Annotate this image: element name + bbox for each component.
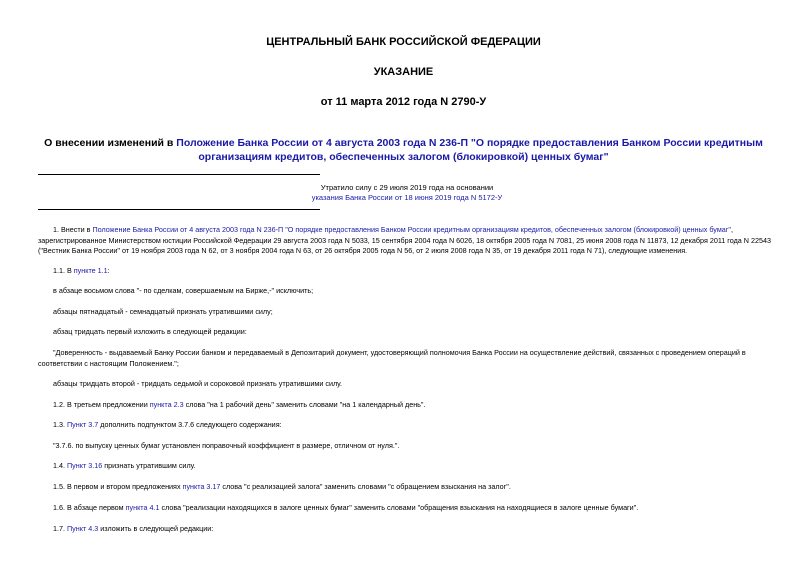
paragraph-10: "3.7.6. по выпуску ценных бумаг установлен поправочный коэффициент в размере, отличном от нуля.". [53,441,400,450]
paragraph-1 [38,225,771,257]
p2-link[interactable]: пункте 1.1 [73,266,108,275]
status-note [300,183,514,203]
document-type: УКАЗАНИЕ [373,66,434,78]
status-line: Утратило силу с 29 июля 2019 года на основании [320,183,494,192]
p13-link[interactable]: пункта 4.1 [125,503,160,512]
status-link[interactable]: указания Банка России от 18 июня 2019 года N 5172-У [311,193,503,202]
document-date-number: от 11 марта 2012 года N 2790-У [320,96,487,108]
p13-text-b: слова "реализации находящихся в залоге ценных бумаг" заменить словами "обращения взыскания на находящиеся в залоге ценные бумаги". [159,503,639,512]
paragraph-1-4 [38,461,771,472]
p1-text-a: 1. Внести в [53,225,93,234]
p2-text-b: : [107,266,110,275]
p12-text-a: 1.5. В первом и втором предложениях [53,482,183,491]
divider-bottom [38,209,320,210]
paragraph-1-1 [38,266,771,277]
paragraph-1-7 [38,524,771,535]
p8-text-a: 1.2. В третьем предложении [53,400,150,409]
p12-text-b: слова "с реализацией залога" заменить словами "с обращением взыскания на залог". [220,482,511,491]
paragraph-3: в абзаце восьмом слова "- по сделкам, совершаемым на Бирже,-" исключить; [53,286,314,295]
paragraph-6: "Доверенность - выдаваемый Банку России банком и передаваемый в Депозитарий документ, удостоверяющий полномочия Банка России на осуществление действий, связанных с проведением операций в соответствии с настоящим Положением."; [38,348,746,368]
paragraph-5: абзац тридцать первый изложить в следующей редакции: [53,327,247,336]
org-title: ЦЕНТРАЛЬНЫЙ БАНК РОССИЙСКОЙ ФЕДЕРАЦИИ [266,36,541,48]
divider-top [38,174,320,175]
p11-text-b: признать утратившим силу. [102,461,196,470]
document-subject [30,136,777,164]
paragraph-7: абзацы тридцать второй - тридцать седьмой и сороковой признать утратившими силу. [53,379,343,388]
p9-text-b: дополнить подпунктом 3.7.6 следующего содержания: [98,420,282,429]
p9-text-a: 1.3. [53,420,67,429]
subject-regulation-link[interactable]: Положение Банка России от 4 августа 2003 года N 236-П "О порядке предоставления Банком России кредитным организациям кредитов, обеспеченных залогом (блокировкой) ценных бумаг" [176,137,763,163]
paragraph-1-3 [38,420,771,431]
p11-text-a: 1.4. [53,461,67,470]
p11-link[interactable]: Пункт 3.16 [67,461,103,470]
paragraph-4: абзацы пятнадцатый - семнадцатый признать утратившими силу; [53,307,273,316]
p12-link[interactable]: пункта 3.17 [182,482,221,491]
p14-text-a: 1.7. [53,524,67,533]
p8-link[interactable]: пункта 2.3 [149,400,184,409]
p8-text-b: слова "на 1 рабочий день" заменить словами "на 1 календарный день". [183,400,426,409]
paragraph-1-2 [38,400,771,411]
paragraph-1-5 [38,482,771,493]
subject-prefix: О внесении изменений в [44,137,177,149]
p2-text-a: 1.1. В [53,266,74,275]
p14-text-b: изложить в следующей редакции: [98,524,214,533]
p1-regulation-link[interactable]: Положение Банка России от 4 августа 2003 года N 236-П "О порядке предоставления Банком России кредитным организациям кредитов, обеспеченных залогом (блокировкой) ценных бумаг" [92,225,731,234]
paragraph-1-6 [38,503,771,514]
p9-link[interactable]: Пункт 3.7 [67,420,99,429]
p14-link[interactable]: Пункт 4.3 [67,524,99,533]
p13-text-a: 1.6. В абзаце первом [53,503,126,512]
p1-text-b: , зарегистрированное Министерством юстиции Российской Федерации 29 августа 2003 года N 5033, 15 сентября 2004 года N 6026, 18 октября 2005 года N 7081, 25 июня 2008 года N 11873, 12 декабря 2011 года N 22543 ("Вестник Банка России" от 19 ноября 2003 года N 62, от 3 ноября 2004 года N 63, от 26 октября 2005 года N 56, от 2 июля 2008 года N 35, от 19 декабря 2011 года N 71), следующие изменения. [38,225,771,255]
